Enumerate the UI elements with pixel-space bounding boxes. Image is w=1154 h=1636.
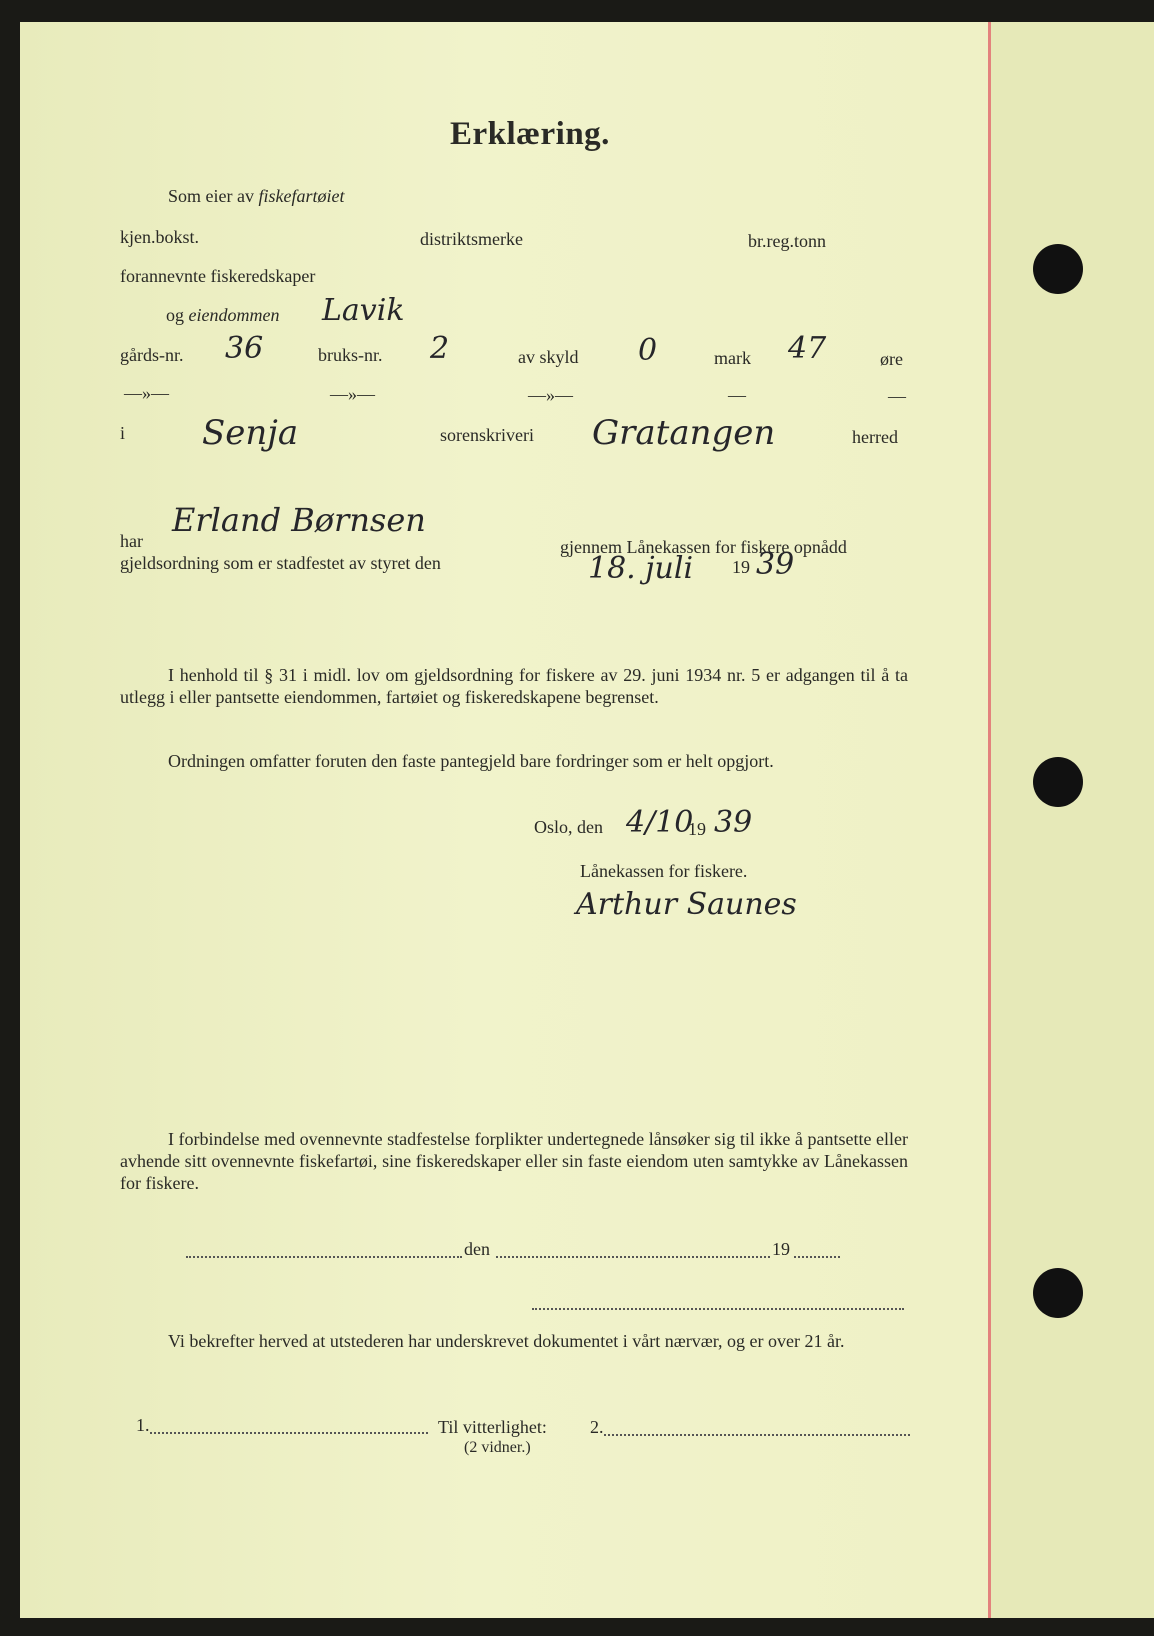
kjen-bokst-label: kjen.bokst. bbox=[120, 227, 199, 247]
eiendommen-label bbox=[166, 306, 279, 324]
herred-label: herred bbox=[852, 427, 898, 447]
oslo-year-prefix: 19 bbox=[688, 819, 706, 839]
bruksnr-value: 2 bbox=[430, 331, 450, 366]
owner-name-handwritten: Erland Børnsen bbox=[172, 501, 426, 539]
signature-handwritten: Arthur Saunes bbox=[576, 887, 797, 922]
br-reg-tonn-label: br.reg.tonn bbox=[748, 231, 826, 251]
paragraph-vi-bekrefter: Vi bekrefter herved at utstederen har underskrevet dokumentet i vårt nærvær, og er over 21 år. bbox=[168, 1331, 845, 1351]
den-label: den bbox=[464, 1239, 490, 1259]
fiskeredskaper-label: forannevnte fiskeredskaper bbox=[120, 266, 316, 286]
og-text: og bbox=[166, 305, 184, 325]
oslo-date-handwritten: 4/10 bbox=[626, 805, 694, 840]
dash-mark: — bbox=[728, 385, 746, 405]
har-label: har bbox=[120, 531, 143, 551]
vidner-label: (2 vidner.) bbox=[464, 1439, 531, 1456]
skyld-ore-value: 47 bbox=[788, 331, 827, 366]
av-skyld-label: av skyld bbox=[518, 347, 579, 367]
bruksnr-label: bruks-nr. bbox=[318, 345, 383, 365]
approval-year-handwritten: 39 bbox=[756, 547, 795, 582]
intro-label bbox=[168, 187, 344, 205]
sorenskriveri-label: sorenskriveri bbox=[440, 425, 534, 445]
skyld-mark-value: 0 bbox=[638, 333, 658, 368]
oslo-year-handwritten: 39 bbox=[714, 805, 753, 840]
intro-italic: fiskefartøiet bbox=[258, 186, 345, 206]
approval-year-prefix: 19 bbox=[732, 557, 750, 577]
ditto-mark: —»— bbox=[528, 385, 573, 405]
lanekassen-label: Lånekassen for fiskere. bbox=[580, 861, 748, 881]
witness-2-line bbox=[604, 1434, 910, 1436]
document-page bbox=[20, 22, 1154, 1618]
gjeldsordning-label: gjeldsordning som er stadfestet av styret den bbox=[120, 553, 441, 573]
property-name-handwritten: Lavik bbox=[322, 293, 405, 328]
distriktsmerke-label: distriktsmerke bbox=[420, 229, 523, 249]
witness-1-line bbox=[150, 1432, 428, 1434]
til-vitterlighet-label: Til vitterlighet: bbox=[438, 1417, 547, 1437]
gjennem-label: gjennem Lånekassen for fiskere opnådd bbox=[560, 537, 847, 557]
witness-2-label: 2. bbox=[590, 1417, 604, 1437]
eiendommen-text: eiendommen bbox=[188, 305, 280, 325]
sorenskriveri-value: Senja bbox=[202, 413, 299, 453]
herred-value: Gratangen bbox=[592, 413, 776, 453]
gardsnr-label: gårds-nr. bbox=[120, 345, 184, 365]
place-dotted-line bbox=[186, 1256, 462, 1258]
punch-hole bbox=[1033, 244, 1083, 294]
red-margin-line bbox=[988, 22, 991, 1618]
oslo-den-label: Oslo, den bbox=[534, 817, 603, 837]
mark-label: mark bbox=[714, 348, 751, 368]
document-title: Erklæring. bbox=[450, 116, 610, 152]
ditto-mark: —»— bbox=[124, 383, 169, 403]
ditto-mark: —»— bbox=[330, 384, 375, 404]
applicant-signature-line bbox=[532, 1308, 904, 1310]
gardsnr-value: 36 bbox=[225, 331, 264, 366]
i-label: i bbox=[120, 423, 126, 443]
year-dotted-line bbox=[794, 1256, 840, 1258]
paragraph-ordningen: Ordningen omfatter foruten den faste pantegjeld bare fordringer som er helt opgjort. bbox=[168, 751, 774, 771]
approval-date-handwritten: 18. juli bbox=[588, 551, 694, 586]
punch-hole bbox=[1033, 757, 1083, 807]
witness-1-label: 1. bbox=[136, 1415, 150, 1435]
punch-hole bbox=[1033, 1268, 1083, 1318]
paragraph-forbindelse: I forbindelse med ovennevnte stadfestelse forplikter undertegnede lånsøker sig til ikke å pantsette eller avhende sitt ovennevnte fiskefartøi, sine fiskeredskaper eller sin faste eiendom uten samtykke av Lånekassen for fiskere. bbox=[120, 1129, 908, 1193]
intro-text: Som eier av bbox=[168, 186, 254, 206]
dash-mark: — bbox=[888, 386, 906, 406]
ore-label: øre bbox=[880, 349, 903, 369]
nineteen-label: 19 bbox=[772, 1239, 790, 1259]
paragraph-section-31: I henhold til § 31 i midl. lov om gjeldsordning for fiskere av 29. juni 1934 nr. 5 er adgangen til å ta utlegg i eller pantsette eiendommen, fartøiet og fiskeredskapene begrenset. bbox=[120, 665, 908, 707]
date-dotted-line bbox=[496, 1256, 770, 1258]
